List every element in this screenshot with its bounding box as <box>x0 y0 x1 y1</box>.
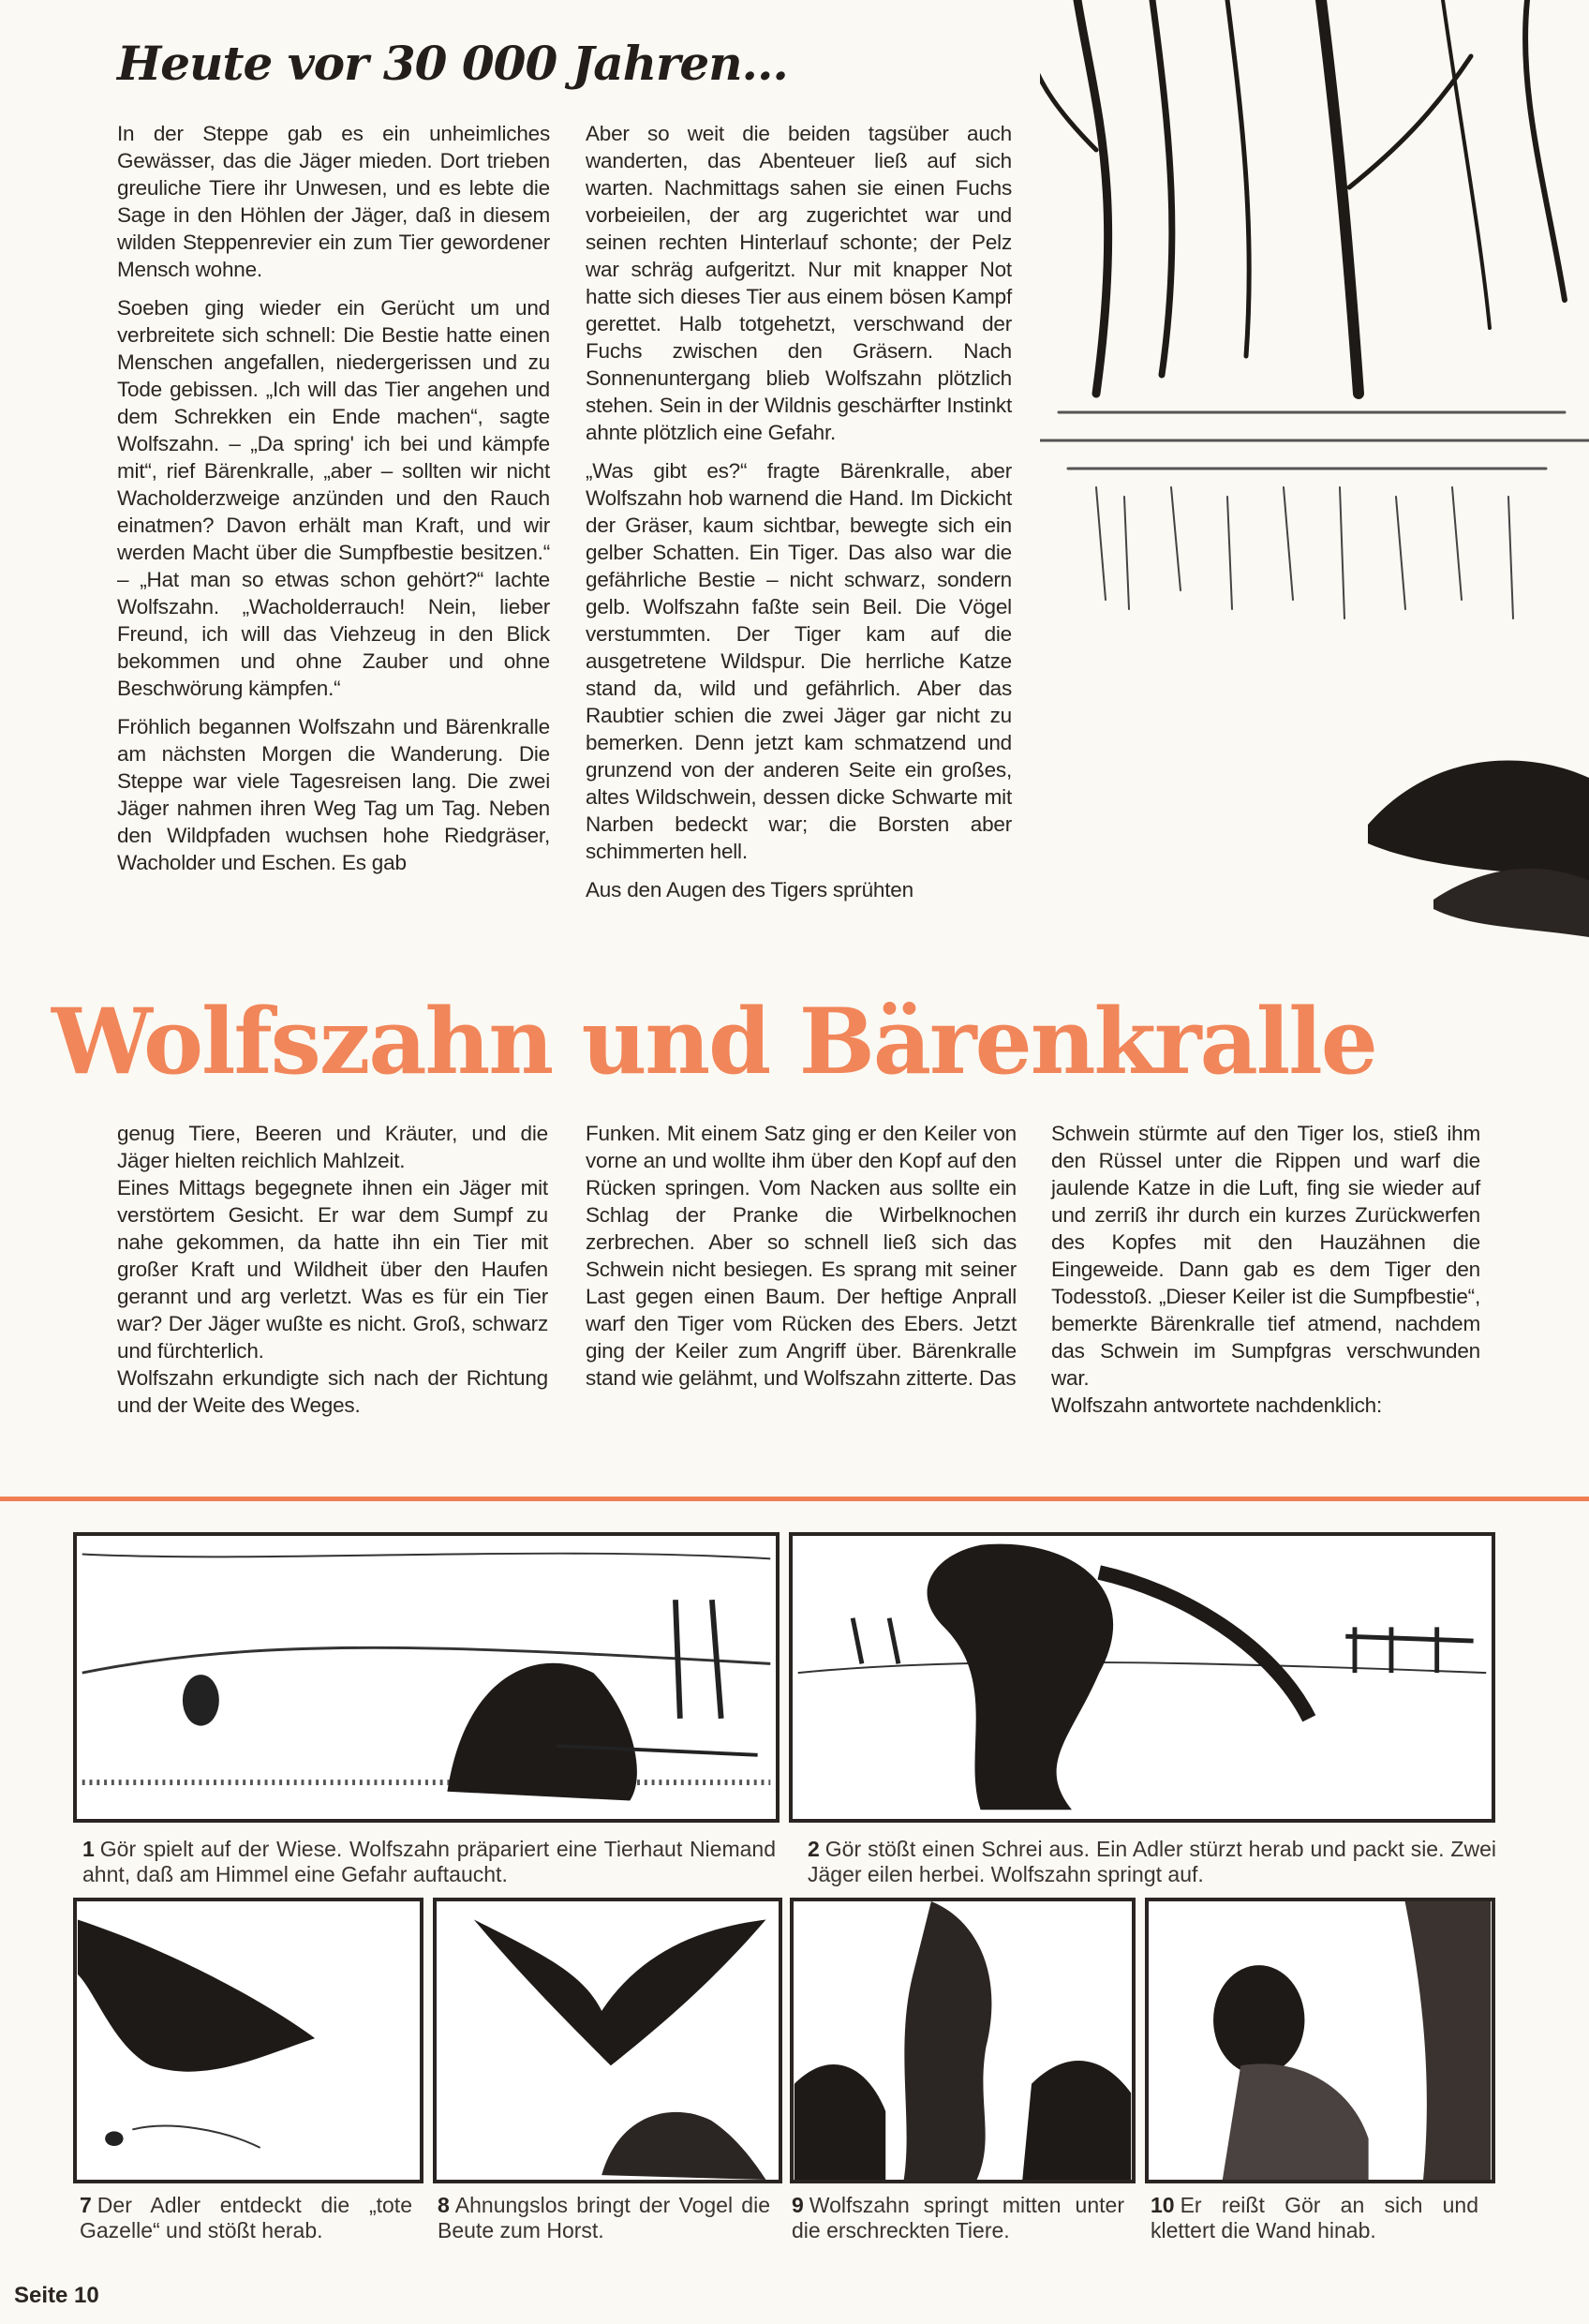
lower-column-3 <box>1051 1120 1480 1419</box>
caption-9 <box>792 2193 1124 2243</box>
caption-number: 8 <box>438 2193 450 2217</box>
paragraph: Funken. Mit einem Satz ging er den Keiler von vorne an und wollte ihm über den Kopf auf den Rücken springen. Vom Nacken aus sollte ein Schlag der Pranke die Wirbelknochen zerbrechen. Aber so schnell ließ sich das Schwein nicht besiegen. Es sprang mit seiner Last gegen einen Baum. Der heftige Anprall warf den Tiger vom Rücken des Ebers. Jetzt ging der Keiler zum Angriff über. Bärenkralle stand wie gelähmt, und Wolfszahn zitterte. Das <box>586 1122 1017 1390</box>
paragraph: Wolfszahn antwortete nachdenklich: <box>1051 1393 1382 1417</box>
caption-number: 2 <box>808 1837 820 1861</box>
caption-2 <box>808 1837 1496 1887</box>
panel-drawing <box>794 1901 1132 2180</box>
panel-drawing <box>1149 1901 1492 2180</box>
panel-drawing <box>77 1536 776 1819</box>
paragraph: In der Steppe gab es ein unheimliches Gewässer, das die Jäger mieden. Dort trieben greuliche Tiere ihr Unwesen, und es lebte die Sage in den Höhlen der Jäger, daß in diesem wilden Steppenrevier ein zum Tier gewordener Mensch wohne. <box>117 122 550 281</box>
caption-number: 10 <box>1151 2193 1175 2217</box>
paragraph: Aus den Augen des Tigers sprühten <box>586 878 913 901</box>
caption-text: Der Adler entdeckt die „tote Gazelle“ und stößt herab. <box>80 2193 412 2242</box>
caption-text: Wolfszahn springt mitten unter die erschreckten Tiere. <box>792 2193 1124 2242</box>
panel-drawing <box>77 1901 420 2180</box>
caption-7 <box>80 2193 412 2243</box>
swamp-illustration <box>1040 0 1589 946</box>
comic-panel-7 <box>73 1898 423 2183</box>
caption-text: Gör stößt einen Schrei aus. Ein Adler stürzt herab und packt sie. Zwei Jäger eilen herbei. Wolfszahn springt auf. <box>808 1837 1496 1886</box>
paragraph: Eines Mittags begegnete ihnen ein Jäger mit verstörtem Gesicht. Er war dem Sumpf zu nahe gekommen, da hatte ihn ein Tier mit großer Kraft und Wildheit über den Haufen gerannt und arg verletzt. Was es für ein Tier war? Der Jäger wußte es nicht. Groß, schwarz und fürchterlich. <box>117 1176 548 1363</box>
lower-column-2 <box>586 1120 1017 1392</box>
panel-drawing <box>437 1901 779 2180</box>
caption-number: 7 <box>80 2193 92 2217</box>
paragraph: Schwein stürmte auf den Tiger los, stieß ihm den Rüssel unter die Rippen und warf die jaulende Katze in die Luft, fing sie wieder auf und zerriß ihr durch ein kurzes Zurückwerfen des Kopfes mit den Hauzähnen die Eingeweide. Dann gab es dem Tiger den Todesstoß. „Dieser Keiler ist die Sumpfbestie“, bemerkte Bärenkralle tief atmend, nachdem das Schwein im Sumpfgras verschwunden war. <box>1051 1122 1480 1390</box>
comic-panel-2 <box>789 1532 1495 1823</box>
caption-number: 9 <box>792 2193 804 2217</box>
caption-text: Gör spielt auf der Wiese. Wolfszahn präpariert eine Tierhaut Niemand ahnt, daß am Himmel eine Gefahr auftaucht. <box>82 1837 776 1886</box>
caption-text: Ahnungslos bringt der Vogel die Beute zum Horst. <box>438 2193 770 2242</box>
paragraph: „Was gibt es?“ fragte Bärenkralle, aber Wolfszahn hob warnend die Hand. Im Dickicht der Gräser, kaum sichtbar, bewegte sich ein gelber Schatten. Ein Tiger. Das also war die gefährliche Bestie – nicht schwarz, sondern gelb. Wolfszahn faßte sein Beil. Die Vögel verstummten. Der Tiger kam auf die ausgetretene Wildspur. Die herrliche Katze stand da, wild und gefährlich. Aber das Raubtier schien die zwei Jäger gar nicht zu bemerken. Denn jetzt kam schmatzend und grunzend von der anderen Seite ein großes, altes Wildschwein, dessen dicke Schwarte mit Narben bedeckt war; die Borsten aber schimmerten hell. <box>586 459 1012 863</box>
caption-number: 1 <box>82 1837 95 1861</box>
page-number: Seite 10 <box>14 2283 99 2308</box>
comic-panel-8 <box>433 1898 782 2183</box>
panel-drawing <box>793 1536 1492 1819</box>
caption-1 <box>82 1837 776 1887</box>
upper-column-2 <box>586 120 1012 903</box>
caption-text: Er reißt Gör an sich und klettert die Wand hinab. <box>1151 2193 1478 2242</box>
story-title: Wolfszahn und Bärenkralle <box>52 989 1376 1095</box>
lower-column-1 <box>117 1120 548 1419</box>
paragraph: Wolfszahn erkundigte sich nach der Richtung und der Weite des Weges. <box>117 1366 548 1417</box>
comic-panel-1 <box>73 1532 780 1823</box>
paragraph: Fröhlich begannen Wolfszahn und Bärenkralle am nächsten Morgen die Wanderung. Die Steppe war viele Tagesreisen lang. Die zwei Jäger nahmen ihren Weg Tag um Tag. Neben den Wildpfaden wuchsen hohe Riedgräser, Wacholder und Eschen. Es gab <box>117 715 550 874</box>
comic-panel-9 <box>790 1898 1136 2183</box>
section-heading: Heute vor 30 000 Jahren... <box>117 36 788 91</box>
upper-column-1 <box>117 120 550 876</box>
paragraph: Aber so weit die beiden tagsüber auch wanderten, das Abenteuer ließ auf sich warten. Nachmittags sahen sie einen Fuchs vorbeieilen, der arg zugerichtet war und seinen rechten Hinterlauf schonte; der Pelz war schräg aufgeritzt. Nur mit knapper Not hatte sich dieses Tier aus einem bösen Kampf gerettet. Halb totgehetzt, verschwand der Fuchs zwischen den Gräsern. Nach Sonnenuntergang blieb Wolfszahn plötzlich stehen. Sein in der Wildnis geschärfter Instinkt ahnte plötzlich eine Gefahr. <box>586 122 1012 444</box>
paragraph: genug Tiere, Beeren und Kräuter, und die Jäger hielten reichlich Mahlzeit. <box>117 1122 548 1172</box>
caption-8 <box>438 2193 770 2243</box>
paragraph: Soeben ging wieder ein Gerücht um und verbreitete sich schnell: Die Bestie hatte einen Menschen angefallen, niedergerissen und zu Tode gebissen. „Ich will das Tier angehen und dem Schrekken ein Ende machen“, sagte Wolfszahn. – „Da spring' ich bei und kämpfe mit“, rief Bärenkralle, „aber – sollten wir nicht Wacholderzweige anzünden und den Rauch einatmen? Davon erhält man Kraft, und wir werden Macht über die Sumpfbestie besitzen.“ – „Hat man so etwas schon gehört?“ lachte Wolfszahn. „Wacholderrauch! Nein, lieber Freund, ich will das Viehzeug in den Blick bekommen und ohne Zauber und ohne Beschwörung kämpfen.“ <box>117 296 550 700</box>
divider-rule <box>0 1497 1589 1501</box>
caption-10 <box>1151 2193 1478 2243</box>
comic-panel-10 <box>1145 1898 1495 2183</box>
